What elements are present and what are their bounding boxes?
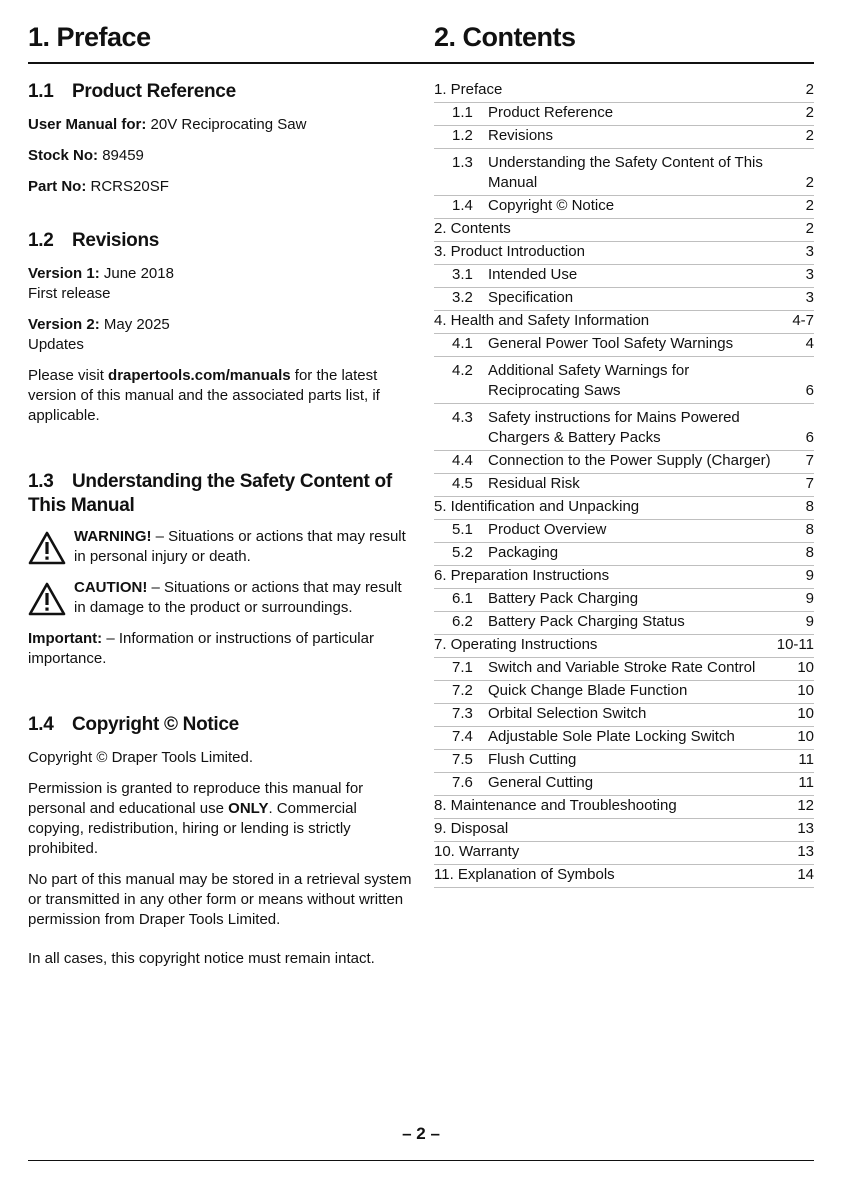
warning-label: WARNING! [74,528,152,545]
toc-entry-title [434,612,774,632]
toc-entry-page: 8 [805,544,814,561]
version-1-label: Version 1: [28,265,100,282]
toc-entry-number: 3.1 [452,266,473,283]
toc-entry[interactable] [434,219,814,242]
toc-entry-number: 4.5 [452,475,473,492]
toc-entry-title [434,589,774,609]
toc-entry-number: 1.3 [452,154,473,171]
toc-entry[interactable] [434,474,814,497]
toc-entry-text: 10. Warranty [434,843,520,860]
toc-entry-text: Product Reference [488,104,614,121]
footer-divider [28,1160,814,1161]
toc-entry[interactable] [434,543,814,566]
section-number: 1.4 [28,714,54,735]
version-2-note: Updates [28,336,84,353]
toc-entry[interactable] [434,311,814,334]
toc-entry-text: 5. Identification and Unpacking [434,498,640,515]
toc-entry-text: Revisions [488,127,554,144]
toc-entry[interactable] [434,773,814,796]
toc-entry-page: 3 [805,266,814,283]
toc-entry-title [434,497,774,517]
contents-heading: 2. Contents [434,22,576,52]
toc-entry-page: 2 [805,81,814,98]
toc-entry-page: 9 [805,590,814,607]
toc-entry-title [434,635,774,655]
toc-entry-title [434,265,774,285]
toc-entry-title [434,543,774,563]
toc-entry-title [434,566,774,586]
toc-entry-page: 2 [805,220,814,237]
safety-content-heading [28,470,413,518]
section-number: 1.2 [28,230,54,251]
toc-entry-number: 1.2 [452,127,473,144]
toc-entry-title [434,773,774,793]
toc-entry-text: Residual Risk [488,475,580,492]
part-no-line [28,177,413,197]
copyright-line: Copyright © Draper Tools Limited. [28,749,254,766]
toc-entry-text: Additional Safety Warnings for Reciprocating Saws [488,362,690,399]
toc-entry[interactable] [434,196,814,219]
toc-entry-text: Switch and Variable Stroke Rate Control [488,659,756,676]
toc-entry[interactable] [434,635,814,658]
toc-entry-number: 5.2 [452,544,473,561]
toc-entry[interactable] [434,357,814,404]
toc-entry-title [434,727,774,747]
manual-value: 20V Reciprocating Saw [150,116,307,133]
toc-entry-page: 2 [805,104,814,121]
preface-heading: 1. Preface [28,22,151,52]
toc-entry[interactable] [434,265,814,288]
toc-entry-number: 4.1 [452,335,473,352]
toc-entry-page: 7 [805,475,814,492]
only-emphasis: ONLY [228,800,269,817]
toc-entry[interactable] [434,334,814,357]
toc-entry[interactable] [434,865,814,888]
warning-text: WARNING! – Situations or actions that may result in personal injury or death. [74,528,406,565]
section-title: Copyright © Notice [72,714,239,735]
toc-entry-title [434,842,774,862]
page-number: – 2 – [402,1124,440,1143]
toc-entry-title [434,196,774,216]
section-title: Product Reference [72,81,236,102]
toc-entry-title [434,658,774,678]
preface-column [28,78,413,969]
toc-entry-number: 7.4 [452,728,473,745]
toc-entry-page: 9 [805,567,814,584]
toc-entry-text: Battery Pack Charging Status [488,613,685,630]
toc-entry-number: 3.2 [452,289,473,306]
toc-entry-page: 9 [805,613,814,630]
toc-entry-number: 5.1 [452,521,473,538]
toc-entry-number: 7.1 [452,659,473,676]
toc-entry[interactable] [434,520,814,543]
toc-entry[interactable] [434,704,814,727]
toc-entry-text: 9. Disposal [434,820,509,837]
toc-entry-text: Connection to the Power Supply (Charger) [488,452,771,469]
section-title: Revisions [72,230,160,251]
header-divider [28,62,814,64]
toc-entry-text: General Cutting [488,774,594,791]
toc-entry-text: 2. Contents [434,220,511,237]
stock-label: Stock No: [28,147,99,164]
toc-entry-text: 6. Preparation Instructions [434,567,610,584]
section-number: 1.1 [28,81,54,102]
toc-entry-page: 14 [797,866,814,883]
toc-entry-page: 11 [798,774,814,791]
manual-label: User Manual for: [28,116,147,133]
version-2 [28,315,413,355]
toc-entry-text: Understanding the Safety Content of This Manual [488,154,763,191]
version-1-date: June 2018 [103,265,174,282]
toc-entry-text: General Power Tool Safety Warnings [488,335,734,352]
toc-entry[interactable] [434,796,814,819]
toc-entry-title [434,796,774,816]
toc-entry-page: 3 [805,243,814,260]
toc-entry-text: 7. Operating Instructions [434,636,598,653]
retrieval-paragraph: No part of this manual may be stored in a retrieval system or transmitted in any other form or means without written permission from Draper Tools Limited. [28,871,412,928]
toc-entry[interactable] [434,658,814,681]
toc-entry-text: 11. Explanation of Symbols [434,866,615,883]
toc-entry-number: 7.6 [452,774,473,791]
toc-entry-page: 4 [805,335,814,352]
toc-entry-page: 13 [797,820,814,837]
toc-entry-page: 10 [797,659,814,676]
toc-entry[interactable] [434,681,814,704]
toc-entry-title [434,242,774,262]
toc-entry-number: 1.4 [452,197,473,214]
toc-entry[interactable] [434,750,814,773]
toc-entry-number: 4.2 [452,362,473,379]
stock-no-line [28,146,413,166]
toc-entry-title [434,681,774,701]
toc-entry-number: 7.5 [452,751,473,768]
toc-entry-title [434,520,774,540]
toc-entry[interactable] [434,589,814,612]
toc-entry-text: Copyright © Notice [488,197,615,214]
toc-entry-text: 1. Preface [434,81,503,98]
toc-entry-page: 10 [797,705,814,722]
toc-entry-title [434,361,774,401]
toc-entry-text: 4. Health and Safety Information [434,312,650,329]
toc-entry-page: 4-7 [792,312,814,329]
toc-entry-page: 10 [797,682,814,699]
toc-entry[interactable] [434,497,814,520]
toc-entry-page: 12 [797,797,814,814]
caution-note [28,578,413,618]
toc-entry-page: 11 [798,751,814,768]
toc-entry-title [434,219,774,239]
toc-entry-title [434,408,774,448]
toc-entry-title [434,865,774,885]
toc-entry[interactable] [434,819,814,842]
toc-entry-number: 4.4 [452,452,473,469]
toc-entry-text: Quick Change Blade Function [488,682,688,699]
stock-value: 89459 [102,147,144,164]
section-number: 1.3 [28,471,54,492]
toc-entry-text: Adjustable Sole Plate Locking Switch [488,728,735,745]
toc-entry-text: Product Overview [488,521,607,538]
warning-note [28,527,413,567]
toc-entry-text: Flush Cutting [488,751,577,768]
caution-text: CAUTION! – Situations or actions that may result in damage to the product or surroundings. [74,579,402,616]
toc-entry-page: 13 [797,843,814,860]
part-label: Part No: [28,178,87,195]
toc-entry[interactable] [434,842,814,865]
section-title-line-1: Understanding the Safety Content of [72,471,392,492]
toc-entry-page: 2 [805,127,814,144]
toc-entry-page: 7 [805,452,814,469]
toc-entry-number: 4.3 [452,409,473,426]
toc-entry[interactable] [434,149,814,196]
product-reference-heading [28,80,413,104]
toc-entry-title [434,80,774,100]
toc-entry-page: 8 [805,498,814,515]
intact-paragraph: In all cases, this copyright notice must remain intact. [28,950,375,967]
version-2-label: Version 2: [28,316,100,333]
toc-entry-page: 10 [797,728,814,745]
toc-entry-number: 6.2 [452,613,473,630]
caution-triangle-icon [28,582,66,616]
toc-entry-title [434,750,774,770]
table-of-contents [434,80,814,888]
toc-entry-page: 6 [805,429,814,446]
important-label: Important: [28,630,103,647]
revisions-heading [28,229,413,253]
manuals-link[interactable]: drapertools.com/manuals [108,367,291,384]
important-note: Important: – Information or instructions of particular importance. [28,630,374,667]
toc-entry-title [434,451,774,471]
version-1-note: First release [28,285,111,302]
toc-entry-number: 7.3 [452,705,473,722]
toc-entry[interactable] [434,80,814,103]
toc-entry[interactable] [434,404,814,451]
toc-entry-page: 2 [805,197,814,214]
toc-entry-title [434,819,774,839]
toc-entry-text: Orbital Selection Switch [488,705,647,722]
toc-entry-title [434,126,774,146]
manual-for-line [28,115,413,135]
toc-entry[interactable] [434,288,814,311]
toc-entry-text: 3. Product Introduction [434,243,585,260]
version-2-date: May 2025 [103,316,170,333]
section-title-line-2: This Manual [28,495,135,516]
toc-entry-title [434,474,774,494]
toc-entry-title [434,311,774,331]
toc-entry-page: 3 [805,289,814,306]
toc-entry-number: 7.2 [452,682,473,699]
visit-paragraph: Please visit drapertools.com/manuals for the latest version of this manual and the associated parts list, if applicable. [28,367,380,424]
toc-entry-page: 2 [805,174,814,191]
version-1 [28,264,413,304]
toc-entry[interactable] [434,242,814,265]
warning-triangle-icon [28,531,66,565]
part-value: RCRS20SF [90,178,169,195]
toc-entry[interactable] [434,566,814,589]
toc-entry[interactable] [434,612,814,635]
toc-entry-number: 6.1 [452,590,473,607]
toc-entry[interactable] [434,727,814,750]
toc-entry-title [434,103,774,123]
toc-entry[interactable] [434,126,814,149]
toc-entry-text: Specification [488,289,574,306]
toc-entry-text: Battery Pack Charging [488,590,639,607]
toc-entry-page: 6 [805,382,814,399]
toc-entry-page: 8 [805,521,814,538]
toc-entry-text: 8. Maintenance and Troubleshooting [434,797,677,814]
toc-entry-text: Packaging [488,544,559,561]
toc-entry-title [434,288,774,308]
toc-entry-text: Intended Use [488,266,578,283]
toc-entry-title [434,704,774,724]
toc-entry[interactable] [434,103,814,126]
toc-entry-number: 1.1 [452,104,473,121]
toc-entry[interactable] [434,451,814,474]
toc-entry-text: Safety instructions for Mains Powered Chargers & Battery Packs [488,409,740,446]
toc-entry-page: 10-11 [776,636,814,653]
toc-entry-title [434,334,774,354]
toc-entry-title [434,153,774,193]
permission-paragraph: Permission is granted to reproduce this manual for personal and educational use ONLY. Commercial copying, redistribution, hiring or lending is strictly prohibited. [28,780,364,857]
copyright-heading [28,713,413,737]
caution-label: CAUTION! [74,579,148,596]
